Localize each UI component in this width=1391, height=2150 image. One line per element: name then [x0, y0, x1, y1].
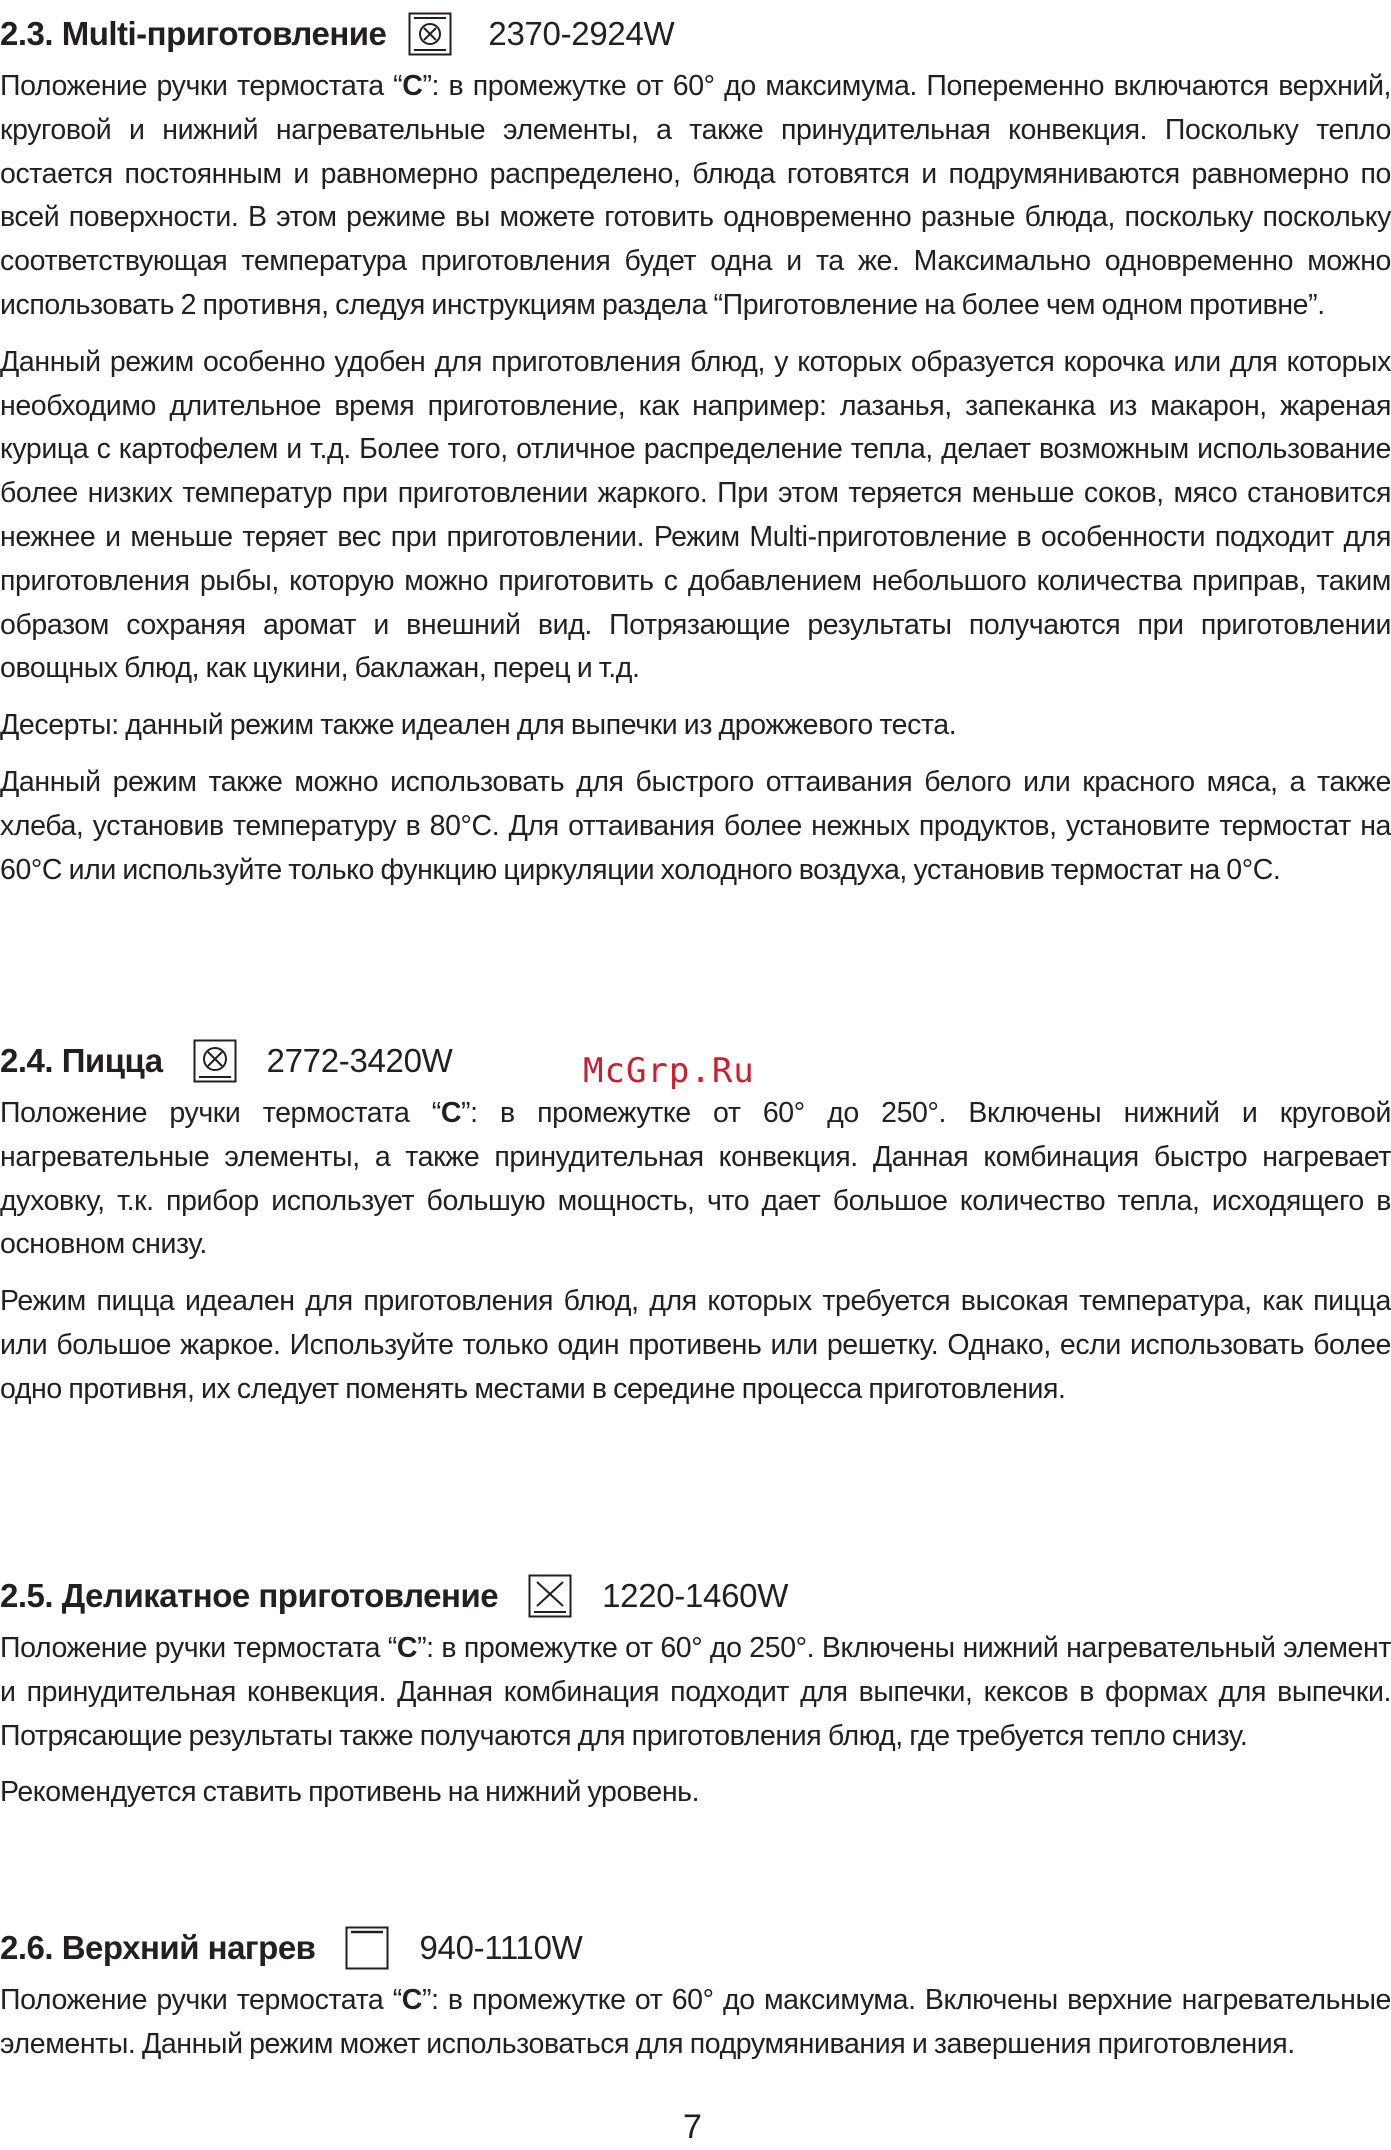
section-title: 2.3. Multi-приготовление — [0, 15, 387, 52]
paragraph — [0, 1280, 1391, 1411]
paragraph — [0, 1092, 1391, 1267]
text: Рекомендуется ставить противень на нижний уровень. — [0, 1776, 700, 1809]
section-heading — [0, 1568, 1391, 1624]
section-top-heat — [0, 1920, 1391, 2067]
paragraph — [0, 341, 1391, 691]
page-number: 7 — [683, 2108, 702, 2146]
section-power: 2370-2924W — [488, 15, 675, 52]
text: Данный режим также можно использовать для быстрого оттаивания белого или красного мяса, а также хлеба, установив температуру в 80°С. Для оттаивания более нежных продуктов, установите термостат на 60°С или используйте только функцию циркуляции холодного воздуха, установив термостат на 0°С. — [0, 765, 1391, 886]
section-title: 2.5. Деликатное приготовление — [0, 1577, 499, 1614]
text: Десерты: данный режим также идеален для выпечки из дрожжевого теста. — [0, 709, 957, 742]
pizza-mode-icon — [193, 1039, 237, 1083]
paragraph — [0, 65, 1391, 328]
text: ”: в промежутке от 60° до 250°. Включены нижний и круговой нагревательные элементы, а также принудительная конвекция. Данная комбинация быстро нагревает духовку, т.к. прибор использует большую мощность, что дает большое количество тепла, исходящего в основном снизу. — [0, 1097, 1391, 1261]
multi-cooking-icon — [408, 12, 452, 56]
delicate-cooking-icon — [528, 1574, 572, 1618]
paragraph — [0, 1979, 1391, 2067]
thermostat-label: C — [402, 70, 423, 102]
text: Положение ручки термостата “ — [0, 1097, 441, 1129]
section-power: 940-1110W — [419, 1929, 583, 1966]
thermostat-label: C — [440, 1097, 462, 1129]
text: ”: в промежутке от 60° до максимума. Попеременно включаются верхний, круговой и нижний нагревательные элементы, а также принудительная конвекция. Поскольку тепло остается постоянным и равномерно распределено, блюда готовятся и подрумяниваются равномерно по всей поверхности. В этом режиме вы можете готовить одновременно разные блюда, поскольку поскольку соответствующая температура приготовления будет одна и та же. Максимально одновременно можно использовать 2 противня, следуя инструкциям раздела “Приготовление на более чем одном противне”. — [0, 70, 1391, 321]
text: Положение ручки термостата “ — [0, 70, 403, 102]
section-power: 2772-3420W — [266, 1042, 453, 1079]
section-title: 2.6. Верхний нагрев — [0, 1929, 316, 1966]
text: Данный режим особенно удобен для приготовления блюд, у которых образуется корочка или для которых необходимо длительное время приготовление, как например: лазанья, запеканка из макарон, жареная курица с картофелем и т.д. Более того, отличное распределение тепла, делает возможным использование более низких температур при приготовлении жаркого. При этом теряется меньше соков, мясо становится нежнее и меньше теряет вес при приготовлении. Режим Multi-приготовление в особенности подходит для приготовления рыбы, которую можно приготовить с добавлением небольшого количества приправ, таким образом сохраняя аромат и внешний вид. Потрязающие результаты получаются при приготовлении овощных блюд, как цукини, баклажан, перец и т.д. — [0, 345, 1391, 685]
text: Положение ручки термостата “ — [0, 1984, 402, 2016]
text: Положение ручки термостата “ — [0, 1632, 397, 1664]
paragraph — [0, 704, 1391, 748]
thermostat-label: C — [396, 1632, 418, 1664]
paragraph — [0, 761, 1391, 892]
section-power: 1220-1460W — [602, 1577, 789, 1614]
section-heading — [0, 1920, 1391, 1976]
section-heading — [0, 6, 1391, 62]
text: ”: в промежутке от 60° до максимума. Включены верхние нагревательные элементы. Данный режим может использоваться для подрумянивания и завершения приготовления. — [0, 1984, 1391, 2060]
text: Режим пицца идеален для приготовления блюд, для которых требуется высокая температура, как пицца или большое жаркое. Используйте только один противень или решетку. Однако, если использовать более одно противня, их следует поменять местами в середине процесса приготовления. — [0, 1285, 1391, 1405]
paragraph — [0, 1627, 1391, 1758]
section-delicate-cooking — [0, 1568, 1391, 1815]
thermostat-label: C — [401, 1984, 422, 2016]
section-multi-cooking — [0, 6, 1391, 892]
top-heat-icon — [345, 1926, 389, 1970]
paragraph — [0, 1771, 1391, 1815]
text: ”: в промежутке от 60° до 250°. Включены нижний нагревательный элемент и принудительная конвекция. Данная комбинация подходит для выпечки, кексов в формах для выпечки. Потрясающие результаты также получаются для приготовления блюд, где требуется тепло снизу. — [0, 1632, 1391, 1752]
watermark: McGrp.Ru — [583, 1051, 755, 1091]
section-title: 2.4. Пицца — [0, 1042, 163, 1079]
